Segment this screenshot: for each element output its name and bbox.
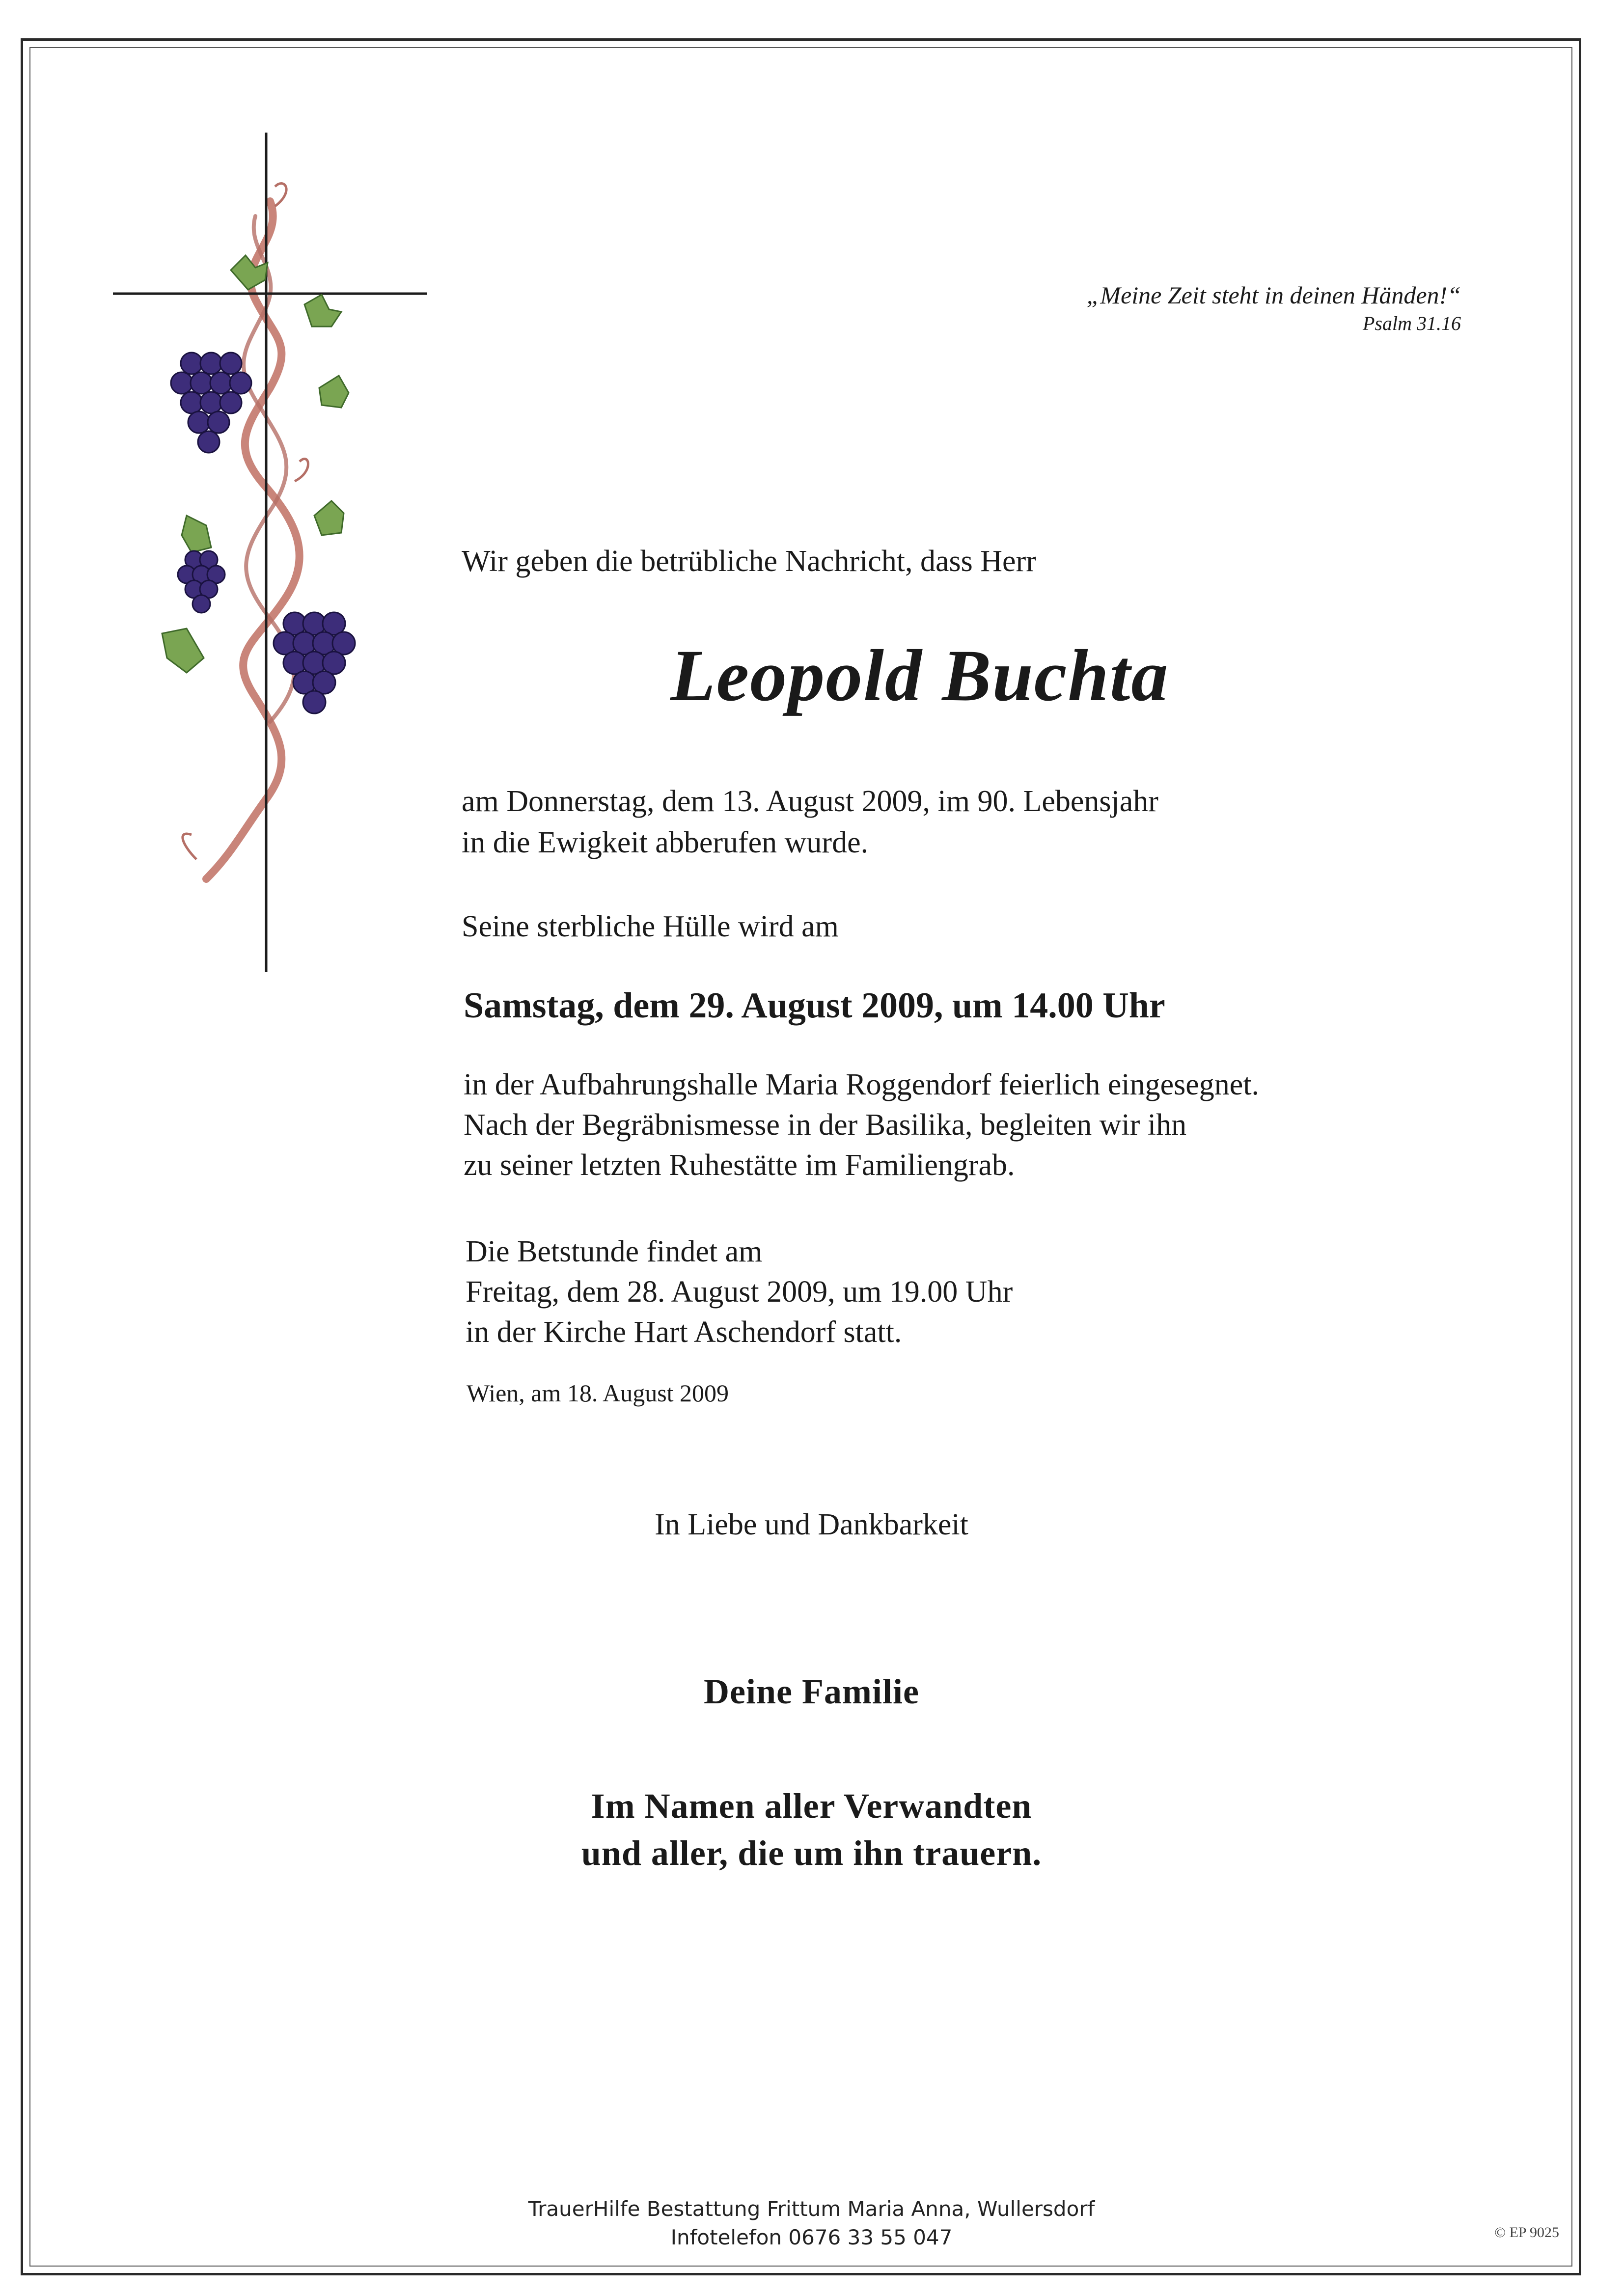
place-and-date: Wien, am 18. August 2009	[467, 1379, 729, 1407]
funeral-line: Nach der Begräbnismesse in der Basilika, begleiten wir ihn	[464, 1108, 1187, 1142]
funeral-line: zu seiner letzten Ruhestätte im Familiengrab.	[464, 1148, 1015, 1182]
prayer-line: in der Kirche Hart Aschendorf statt.	[466, 1315, 902, 1349]
cross-with-grapevine-icon	[108, 133, 442, 977]
grape-cluster-icon	[178, 551, 225, 613]
leaf-icon	[162, 255, 349, 673]
motto-quote: „Meine Zeit steht in deinen Händen!“	[1086, 281, 1461, 309]
motto-source: Psalm 31.16	[1363, 312, 1461, 334]
tendril	[183, 834, 196, 859]
undertaker-name: TrauerHilfe Bestattung Frittum Maria Anna, Wullersdorf	[528, 2197, 1095, 2221]
prayer-hour	[466, 1231, 1013, 1352]
death-line: am Donnerstag, dem 13. August 2009, im 90. Lebensjahr	[462, 785, 1158, 818]
deceased-name: Leopold Buchta	[670, 635, 1169, 716]
funeral-details	[464, 1065, 1259, 1185]
grape-cluster-icon	[171, 353, 251, 453]
death-line: in die Ewigkeit abberufen wurde.	[462, 826, 869, 859]
relatives-signature	[0, 1782, 1623, 1877]
family-signature: Deine Familie	[704, 1672, 919, 1711]
tendril	[295, 459, 308, 481]
template-code: © EP 9025	[1494, 2224, 1559, 2241]
prayer-line: Freitag, dem 28. August 2009, um 19.00 Uhr	[466, 1275, 1013, 1309]
relatives-line: Im Namen aller Verwandten	[591, 1786, 1032, 1826]
relatives-line: und aller, die um ihn trauern.	[581, 1833, 1042, 1873]
intro-line: Wir geben die betrübliche Nachricht, dass Herr	[462, 545, 1036, 578]
undertaker-phone: Infotelefon 0676 33 55 047	[670, 2225, 953, 2249]
funeral-date: Samstag, dem 29. August 2009, um 14.00 Uhr	[464, 985, 1165, 1026]
tendril	[275, 184, 286, 206]
death-notice	[462, 781, 1158, 863]
closing-line: In Liebe und Dankbarkeit	[655, 1508, 968, 1541]
prayer-line: Die Betstunde findet am	[466, 1235, 763, 1268]
undertaker-footer	[0, 2195, 1623, 2252]
remains-line: Seine sterbliche Hülle wird am	[462, 910, 839, 943]
funeral-line: in der Aufbahrungshalle Maria Roggendorf feierlich eingesegnet.	[464, 1068, 1260, 1101]
psalm-motto	[1087, 280, 1461, 337]
